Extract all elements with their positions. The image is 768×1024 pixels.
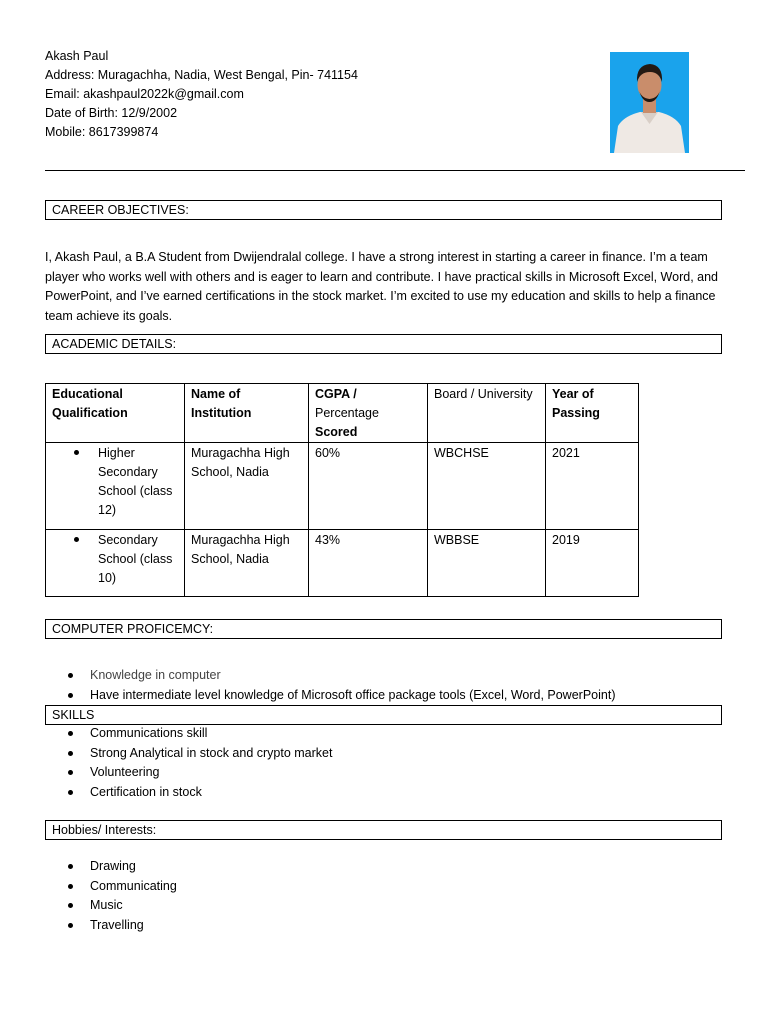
year-cell: 2021: [546, 443, 639, 530]
list-item: Certification in stock: [45, 783, 332, 803]
score-cell: 60%: [309, 443, 428, 530]
header-year: Year of Passing: [546, 384, 639, 443]
candidate-name: Akash Paul: [45, 49, 109, 63]
list-item: Communications skill: [45, 724, 332, 744]
qualification-cell: Secondary School (class 10): [46, 530, 185, 597]
board-cell: WBBSE: [428, 530, 546, 597]
academic-details-heading: ACADEMIC DETAILS:: [45, 334, 722, 354]
computer-skills-list: [45, 666, 615, 705]
contact-block: [45, 47, 358, 142]
table-row: [46, 443, 639, 530]
list-item: Drawing: [45, 857, 177, 877]
header-board: Board / University: [428, 384, 546, 443]
table-header-row: [46, 384, 639, 443]
list-item: Have intermediate level knowledge of Microsoft office package tools (Excel, Word, PowerPoint): [45, 686, 615, 706]
skills-list: [45, 724, 332, 802]
date-of-birth: Date of Birth: 12/9/2002: [45, 106, 178, 120]
list-item: Knowledge in computer: [45, 666, 615, 686]
score-cell: 43%: [309, 530, 428, 597]
academic-table: [45, 383, 639, 597]
computer-proficiency-heading: COMPUTER PROFICEMCY:: [45, 619, 722, 639]
bullet-icon: [74, 450, 79, 455]
table-row: [46, 530, 639, 597]
list-item: Communicating: [45, 877, 177, 897]
board-cell: WBCHSE: [428, 443, 546, 530]
year-cell: 2019: [546, 530, 639, 597]
address: Address: Muragachha, Nadia, West Bengal, Pin- 741154: [45, 68, 358, 82]
career-objectives-heading: CAREER OBJECTIVES:: [45, 200, 722, 220]
institution-cell: Muragachha High School, Nadia: [185, 530, 309, 597]
list-item: Travelling: [45, 916, 177, 936]
header-divider: [45, 170, 745, 171]
list-item: Music: [45, 896, 177, 916]
header-score: CGPA / Percentage Scored: [309, 384, 428, 443]
career-objective-text: I, Akash Paul, a B.A Student from Dwijendralal college. I have a strong interest in starting a career in finance. I’m a team player who works well with others and is eager to learn and contribute. I have practical skills in Microsoft Excel, Word, and PowerPoint, and I’ve earned certifications in the stock market. I’m excited to use my education and skills to help a finance team achieve its goals.: [45, 250, 718, 323]
institution-cell: Muragachha High School, Nadia: [185, 443, 309, 530]
qualification-cell: Higher Secondary School (class 12): [46, 443, 185, 530]
mobile: Mobile: 8617399874: [45, 125, 159, 139]
header-institution: Name of Institution: [185, 384, 309, 443]
list-item: Volunteering: [45, 763, 332, 783]
bullet-icon: [74, 537, 79, 542]
list-item: Strong Analytical in stock and crypto market: [45, 744, 332, 764]
hobbies-list: [45, 857, 177, 935]
email: Email: akashpaul2022k@gmail.com: [45, 87, 244, 101]
header-qualification: Educational Qualification: [46, 384, 185, 443]
profile-photo: [610, 52, 689, 153]
skills-heading: SKILLS: [45, 705, 722, 725]
hobbies-heading: Hobbies/ Interests:: [45, 820, 722, 840]
